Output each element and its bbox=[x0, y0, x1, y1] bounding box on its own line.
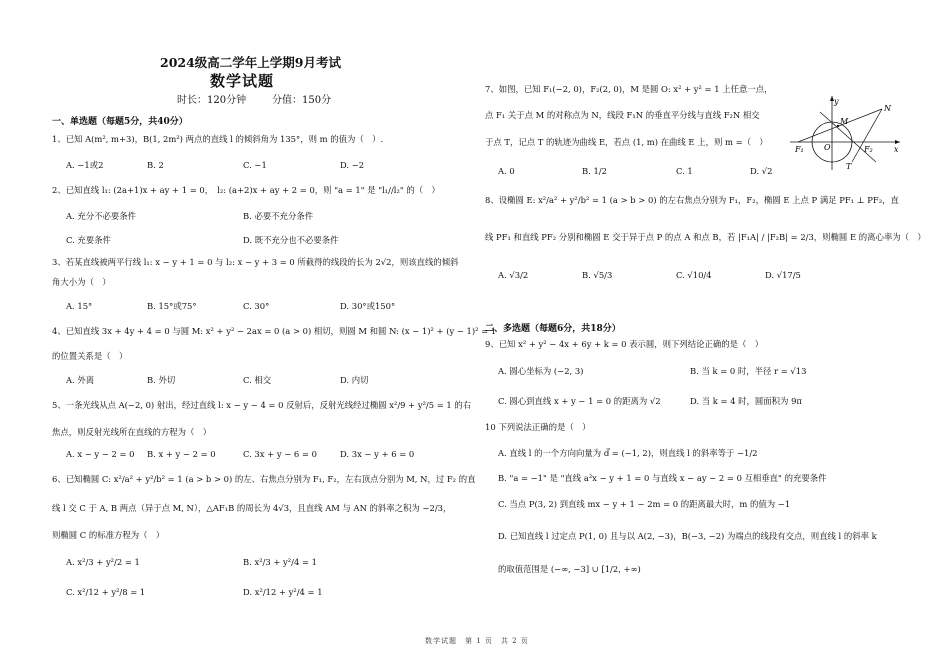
q9-option-b: B. 当 k = 0 时，半径 r = √13 bbox=[690, 366, 807, 376]
section-1-heading: 一、单选题（每题5分，共40分） bbox=[52, 117, 188, 127]
label-n: N bbox=[884, 104, 891, 113]
q9-option-a: A. 圆心坐标为 (−2, 3) bbox=[498, 366, 584, 376]
q7-option-a: A. 0 bbox=[498, 166, 515, 176]
label-x: x bbox=[894, 145, 899, 154]
exam-title: 2024级高二学年上学期9月考试 bbox=[160, 55, 341, 70]
q1-option-c: C. −1 bbox=[243, 160, 267, 170]
q5-option-c: C. 3x + y − 6 = 0 bbox=[243, 449, 317, 459]
section-2-heading: 二、多选题（每题6分，共18分） bbox=[485, 324, 621, 334]
q6-stem-line3: 则椭圆 C 的标准方程为（ ） bbox=[52, 530, 165, 540]
q2-option-d: D. 既不充分也不必要条件 bbox=[243, 235, 339, 245]
q9-stem: 9、已知 x² + y² − 4x + 6y + k = 0 表示圆，则下列结论正确的是（ ） bbox=[485, 339, 764, 349]
q10-option-b: B. "a = −1" 是 "直线 a²x − y + 1 = 0 与直线 x − ay − 2 = 0 互相垂直" 的充要条件 bbox=[498, 473, 827, 483]
q9-option-c: C. 圆心到直线 x + y − 1 = 0 的距离为 √2 bbox=[498, 396, 661, 406]
q6-option-c: C. x²/12 + y²/8 = 1 bbox=[66, 587, 146, 597]
q8-option-b: B. √5/3 bbox=[582, 270, 613, 280]
label-m: M bbox=[840, 117, 849, 126]
q10-option-d-continued: 的取值范围是 (−∞, −3] ∪ [1/2, +∞) bbox=[498, 564, 641, 574]
q7-option-d: D. √2 bbox=[750, 166, 773, 176]
label-f2: F₂ bbox=[864, 145, 873, 154]
q4-option-a: A. 外离 bbox=[66, 375, 95, 385]
q1-stem: 1、已知 A(m², m+3)，B(1, 2m²) 两点的直线 l 的倾斜角为 135°，则 m 的值为（ ）. bbox=[52, 134, 384, 144]
q6-option-b: B. x²/3 + y²/4 = 1 bbox=[243, 557, 317, 567]
q4-stem-line2: 的位置关系是（ ） bbox=[52, 351, 128, 361]
q8-option-c: C. √10/4 bbox=[676, 270, 712, 280]
label-y: y bbox=[834, 97, 839, 106]
label-t: T bbox=[846, 162, 852, 171]
exam-score: 分值：150分 bbox=[272, 95, 332, 106]
q1-option-b: B. 2 bbox=[147, 160, 164, 170]
q7-geometry-figure bbox=[790, 92, 902, 172]
q4-option-c: C. 相交 bbox=[243, 375, 272, 385]
q7-stem-line1: 7、如图，已知 F₁(−2, 0)，F₂(2, 0)，M 是圆 O: x² + y² = 1 上任意一点， bbox=[485, 84, 773, 94]
label-o: O bbox=[824, 143, 831, 152]
q8-stem-line1: 8、设椭圆 E: x²/a² + y²/b² = 1 (a > b > 0) 的左右焦点分别为 F₁，F₂，椭圆 E 上点 P 满足 PF₁ ⊥ PF₂，直 bbox=[485, 195, 899, 205]
q3-stem-line1: 3、若某直线被两平行线 l₁: x − y + 1 = 0 与 l₂: x − y + 3 = 0 所截得的线段的长为 2√2，则该直线的倾斜 bbox=[52, 257, 459, 267]
exam-subject-title: 数学试题 bbox=[210, 72, 275, 90]
q10-option-a: A. 直线 l 的一个方向向量为 d⃗ = (−1, 2)，则直线 l 的斜率等于 −1/2 bbox=[498, 448, 758, 458]
q3-option-c: C. 30° bbox=[243, 301, 270, 311]
q2-option-a: A. 充分不必要条件 bbox=[66, 211, 136, 221]
q3-option-d: D. 30°或150° bbox=[340, 301, 396, 311]
q10-option-d: D. 已知直线 l 过定点 P(1, 0) 且与以 A(2, −3)，B(−3, −2) 为端点的线段有交点，则直线 l 的斜率 k bbox=[498, 531, 877, 541]
q5-option-b: B. x + y − 2 = 0 bbox=[147, 449, 216, 459]
q6-stem-line2: 线 l 交 C 于 A, B 两点（异于点 M, N），△AF₁B 的周长为 4√3，且直线 AM 与 AN 的斜率之积为 −2/3， bbox=[52, 503, 452, 513]
q3-option-a: A. 15° bbox=[66, 301, 93, 311]
q2-option-c: C. 充要条件 bbox=[66, 235, 111, 245]
q5-stem-line1: 5、一条光线从点 A(−2, 0) 射出，经过直线 l: x − y − 4 = 0 反射后，反射光线经过椭圆 x²/9 + y²/5 = 1 的右 bbox=[52, 400, 472, 410]
exam-duration: 时长：120分钟 bbox=[177, 95, 247, 106]
q2-option-b: B. 必要不充分条件 bbox=[243, 211, 314, 221]
label-f1: F₁ bbox=[795, 145, 804, 154]
q4-stem-line1: 4、已知直线 3x + 4y + 4 = 0 与圆 M: x² + y² − 2ax = 0 (a > 0) 相切，则圆 M 和圆 N: (x − 1)² + (y − 1)² = 1 bbox=[52, 326, 497, 336]
q4-option-b: B. 外切 bbox=[147, 375, 176, 385]
q5-stem-line2: 焦点，则反射光线所在直线的方程为（ ） bbox=[52, 427, 212, 437]
q7-option-b: B. 1/2 bbox=[582, 166, 607, 176]
q4-option-d: D. 内切 bbox=[340, 375, 369, 385]
q8-option-a: A. √3/2 bbox=[498, 270, 529, 280]
q7-stem-line3: 于点 T，记点 T 的轨迹为曲线 E，若点 (1, m) 在曲线 E 上，则 m =（ ） bbox=[485, 137, 768, 147]
q6-stem-line1: 6、已知椭圆 C: x²/a² + y²/b² = 1 (a > b > 0) 的左、右焦点分别为 F₁, F₂，左右顶点分别为 M, N，过 F₂ 的直 bbox=[52, 474, 476, 484]
q7-stem-line2: 点 F₁ 关于点 M 的对称点为 N，线段 F₁N 的垂直平分线与直线 F₂N 相交 bbox=[485, 110, 760, 120]
q5-option-d: D. 3x − y + 6 = 0 bbox=[340, 449, 415, 459]
q10-option-c: C. 当点 P(3, 2) 到直线 mx − y + 1 − 2m = 0 的距离最大时，m 的值为 −1 bbox=[498, 499, 791, 509]
q1-option-d: D. −2 bbox=[340, 160, 365, 170]
q1-option-a: A. −1或2 bbox=[66, 160, 104, 170]
q8-option-d: D. √17/5 bbox=[765, 270, 801, 280]
q9-option-d: D. 当 k = 4 时，圆面积为 9π bbox=[690, 396, 802, 406]
page-footer: 数学试题 第 1 页 共 2 页 bbox=[425, 637, 529, 645]
q2-stem: 2、已知直线 l₁: (2a+1)x + ay + 1 = 0， l₂: (a+2)x + ay + 2 = 0，则 "a = 1" 是 "l₁//l₂" 的（ ） bbox=[52, 185, 440, 195]
q3-stem-line2: 角大小为（ ） bbox=[52, 277, 111, 287]
q6-option-a: A. x²/3 + y²/2 = 1 bbox=[66, 557, 140, 567]
q8-stem-line2: 线 PF₁ 和直线 PF₂ 分别和椭圆 E 交于异于点 P 的点 A 和点 B，若 |F₁A| / |F₂B| = 2/3，则椭圆 E 的离心率为（ ） bbox=[485, 232, 926, 242]
q7-option-c: C. 1 bbox=[676, 166, 693, 176]
q5-option-a: A. x − y − 2 = 0 bbox=[66, 449, 135, 459]
q6-option-d: D. x²/12 + y²/4 = 1 bbox=[243, 587, 323, 597]
q10-stem: 10 下列说法正确的是（ ） bbox=[485, 422, 591, 432]
q3-option-b: B. 15°或75° bbox=[147, 301, 197, 311]
